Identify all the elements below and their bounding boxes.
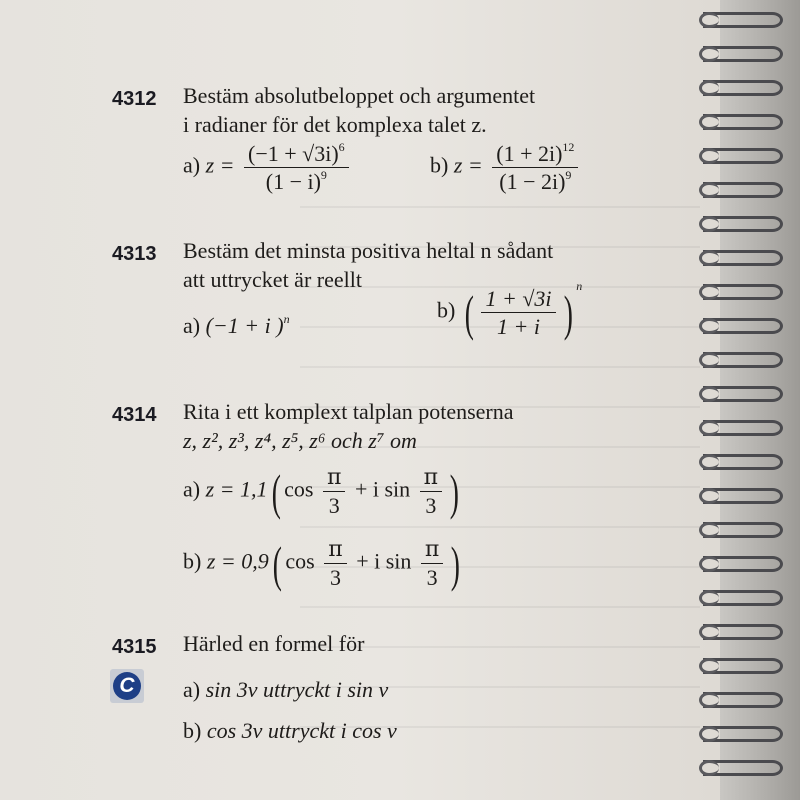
problem-4314-a: [183, 463, 463, 520]
problem-4313-a: [183, 313, 290, 339]
fraction: [481, 287, 555, 338]
binding-ring: [703, 182, 783, 198]
isin-label: + i sin: [354, 476, 411, 502]
binding-ring: [703, 522, 783, 538]
numerator: (−1 + √3i): [248, 141, 339, 166]
numerator-exponent: 12: [562, 140, 575, 154]
binding-ring: [703, 114, 783, 130]
binding-ring: [703, 386, 783, 402]
binding-ring: [703, 216, 783, 232]
left-paren: (: [272, 535, 282, 592]
binding-ring: [703, 624, 783, 640]
fraction: [420, 466, 442, 517]
part-label: b): [183, 718, 202, 743]
lhs: z =: [205, 152, 235, 178]
binding-ring: [703, 692, 783, 708]
numerator: π: [324, 538, 346, 564]
lhs: z = 0,9: [206, 548, 269, 574]
lhs: z =: [453, 152, 483, 178]
denominator-exponent: 9: [320, 168, 327, 183]
problem-4315-line-1: Härled en formel för: [183, 631, 365, 656]
binding-ring: [703, 284, 783, 300]
binding-ring: [703, 556, 783, 572]
denominator: 3: [329, 565, 341, 591]
problem-4314-line-1: Rita i ett komplext talplan potenserna: [183, 399, 514, 424]
right-paren: ): [563, 284, 573, 341]
numerator: π: [420, 466, 442, 492]
problem-4313-line-2: att uttrycket är reellt: [183, 267, 362, 292]
isin-label: + i sin: [356, 548, 412, 574]
cos-label: cos: [284, 476, 314, 502]
part-label: a): [183, 476, 201, 502]
binding-ring: [703, 488, 783, 504]
denominator: 3: [425, 493, 437, 519]
fraction: [324, 538, 346, 589]
denominator: 3: [328, 493, 340, 519]
part-label: b): [437, 297, 456, 323]
c-level-badge-icon: C: [113, 672, 141, 700]
denominator: 3: [426, 565, 438, 591]
binding-ring: [703, 148, 783, 164]
fraction: [492, 142, 578, 193]
numerator-exponent: 6: [338, 140, 345, 154]
binding-ring: [703, 80, 783, 96]
exponent: n: [283, 312, 290, 326]
problem-4312-a: [183, 142, 353, 193]
problem-4312-line-2: i radianer för det komplexa talet z.: [183, 112, 487, 137]
problem-4314-b: [183, 535, 464, 592]
exponent: n: [576, 278, 583, 293]
problem-4314-line-2: z, z², z³, z⁴, z⁵, z⁶ och z⁷ om: [183, 428, 417, 453]
problem-number-4312: 4312: [112, 88, 157, 110]
binding-ring: [703, 352, 783, 368]
problem-4312-b: [430, 142, 582, 193]
right-paren: ): [451, 535, 461, 592]
part-text: cos 3v uttryckt i cos v: [206, 718, 397, 743]
expression: (−1 + i ): [205, 313, 284, 338]
problem-number-4313: 4313: [112, 243, 157, 265]
binding-ring: [703, 590, 783, 606]
problem-number-4314: 4314: [112, 404, 157, 426]
denominator: 1 + i: [497, 314, 540, 340]
numerator: π: [323, 466, 345, 492]
problem-4315-a: [183, 677, 388, 703]
cos-label: cos: [285, 548, 315, 574]
binding-ring: [703, 454, 783, 470]
problem-4315-b: [183, 718, 397, 744]
problem-4313-b: [437, 278, 583, 341]
binding-ring: [703, 318, 783, 334]
lhs: z = 1,1: [205, 476, 268, 502]
problem-4312-line-1: Bestäm absolutbeloppet och argumentet: [183, 83, 536, 108]
right-paren: ): [449, 463, 460, 520]
fraction: [323, 466, 345, 517]
part-label: b): [430, 152, 449, 178]
part-label: b): [183, 548, 202, 574]
denominator: (1 − i): [265, 169, 321, 195]
numerator: 1 + √3i: [481, 287, 555, 313]
binding-ring: [703, 250, 783, 266]
problem-4313-line-1: Bestäm det minsta positiva heltal n sådant: [183, 238, 554, 263]
part-label: a): [183, 677, 201, 702]
binding-ring: [703, 12, 783, 28]
binding-ring: [703, 46, 783, 62]
problem-number-4315: 4315: [112, 636, 157, 658]
numerator: (1 + 2i): [496, 141, 563, 166]
binding-ring: [703, 658, 783, 674]
part-text: sin 3v uttryckt i sin v: [205, 677, 389, 702]
binding-ring: [703, 420, 783, 436]
left-paren: (: [464, 284, 474, 341]
denominator-exponent: 9: [565, 168, 572, 183]
numerator: π: [421, 538, 443, 564]
binding-ring: [703, 726, 783, 742]
denominator: (1 − 2i): [499, 169, 566, 195]
left-paren: (: [271, 463, 281, 520]
part-label: a): [183, 313, 201, 338]
fraction: [421, 538, 443, 589]
binding-ring: [703, 760, 783, 776]
fraction: [244, 142, 349, 193]
part-label: a): [183, 152, 201, 178]
